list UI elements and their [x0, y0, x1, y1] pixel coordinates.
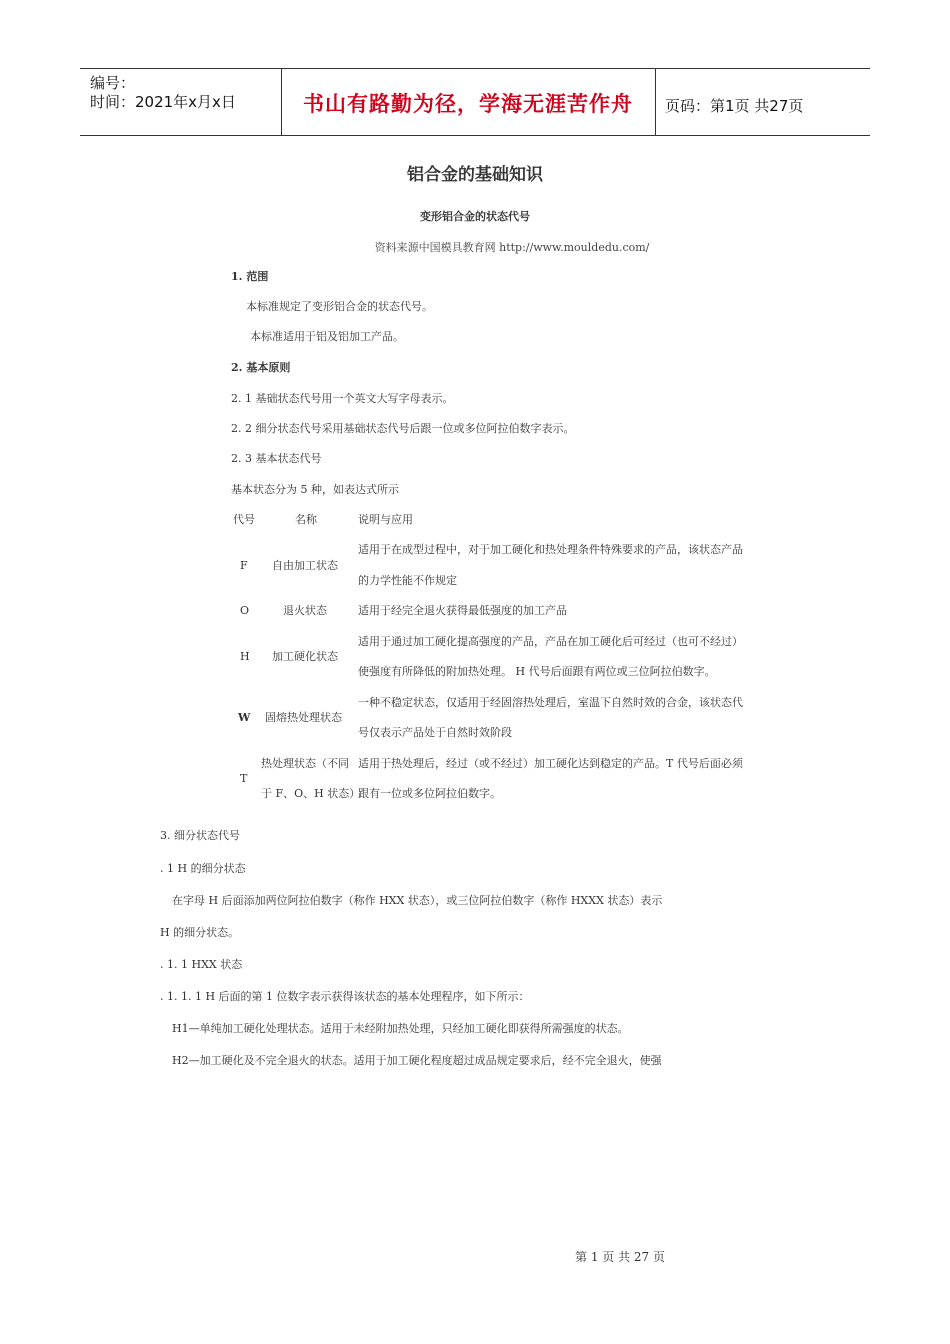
- header-number-label: 编号：: [90, 74, 136, 92]
- section-3-1-paragraph-1: 在字母 H 后面添加两位阿拉伯数字（称作 HXX 状态），或三位阿拉伯数字（称作 HXXX 状态）表示: [172, 894, 663, 907]
- section-2-2: 2. 2 细分状态代号采用基础状态代号后跟一位或多位阿拉伯数字表示。: [231, 422, 575, 435]
- header-slogan: 书山有路勤为径，学海无涯苦作舟: [303, 92, 633, 116]
- document-subtitle: 变形铝合金的状态代号: [420, 210, 530, 223]
- section-2-3-intro: 基本状态分为 5 种，如表达式所示: [231, 483, 399, 496]
- table-row-w-code: W: [238, 711, 251, 724]
- page-footer: 第 1 页 共 27 页: [575, 1250, 665, 1264]
- section-2-3: 2. 3 基本状态代号: [231, 452, 322, 465]
- section-3-1-1-heading: . 1. 1 HXX 状态: [160, 958, 243, 971]
- table-header-desc: 说明与应用: [358, 513, 413, 526]
- table-row-f-desc-1: 适用于在成型过程中，对于加工硬化和热处理条件特殊要求的产品，该状态产品: [358, 543, 743, 556]
- table-row-t-code: T: [240, 772, 248, 785]
- table-row-h-name: 加工硬化状态: [272, 650, 338, 663]
- document-title: 铝合金的基础知识: [407, 165, 543, 185]
- table-row-w-desc-2: 号仅表示产品处于自然时效阶段: [358, 726, 512, 739]
- section-1-heading: 1. 范围: [231, 270, 269, 283]
- section-3-1-heading: . 1 H 的细分状态: [160, 862, 246, 875]
- section-2-heading: 2. 基本原则: [231, 361, 291, 374]
- table-row-w-desc-1: 一种不稳定状态，仅适用于经固溶热处理后，室温下自然时效的合金，该状态代: [358, 696, 743, 709]
- table-row-t-desc-2: 跟有一位或多位阿拉伯数字。: [358, 787, 501, 800]
- header-time-label: 时间：2021年x月x日: [90, 93, 236, 111]
- table-header-code: 代号: [233, 513, 255, 526]
- section-2-1: 2. 1 基础状态代号用一个英文大写字母表示。: [231, 392, 454, 405]
- table-row-h-code: H: [240, 650, 250, 663]
- table-row-t-name-1: 热处理状态（不同: [261, 757, 349, 770]
- table-row-t-name-2: 于 F、O、H 状态）: [261, 787, 361, 800]
- header-top-rule: [80, 68, 870, 69]
- table-row-o-code: O: [240, 604, 250, 617]
- section-3-heading: 3. 细分状态代号: [160, 829, 240, 842]
- table-row-h-desc-1: 适用于通过加工硬化提高强度的产品，产品在加工硬化后可经过（也可不经过）: [358, 635, 743, 648]
- section-3-1-paragraph-2: H 的细分状态。: [160, 926, 240, 939]
- table-row-f-code: F: [240, 559, 248, 572]
- header-page-info: 页码：第1页 共27页: [665, 97, 804, 115]
- section-3-1-1-1: . 1. 1. 1 H 后面的第 1 位数字表示获得该状态的基本处理程序，如下所示：: [160, 990, 530, 1003]
- section-1-paragraph-2: 本标准适用于铝及铝加工产品。: [250, 330, 404, 343]
- section-1-paragraph-1: 本标准规定了变形铝合金的状态代号。: [246, 300, 433, 313]
- table-header-name: 名称: [295, 513, 317, 526]
- header-divider-right: [655, 68, 656, 136]
- table-row-w-name: 固熔热处理状态: [265, 711, 342, 724]
- table-row-f-name: 自由加工状态: [272, 559, 338, 572]
- document-source: 资料来源中国模具教育网 http://www.mouldedu.com/: [374, 241, 650, 254]
- table-row-o-name: 退火状态: [283, 604, 327, 617]
- table-row-f-desc-2: 的力学性能不作规定: [358, 574, 457, 587]
- table-row-h-desc-2: 使强度有所降低的附加热处理。 H 代号后面跟有两位或三位阿拉伯数字。: [358, 665, 716, 678]
- table-row-o-desc-1: 适用于经完全退火获得最低强度的加工产品: [358, 604, 567, 617]
- header-bottom-rule: [80, 135, 870, 136]
- table-row-t-desc-1: 适用于热处理后，经过（或不经过）加工硬化达到稳定的产品。T 代号后面必须: [358, 757, 743, 770]
- paragraph-h2: H2—加工硬化及不完全退火的状态。适用于加工硬化程度超过成品规定要求后，经不完全退火，使强: [172, 1054, 662, 1067]
- paragraph-h1: H1—单纯加工硬化处理状态。适用于未经附加热处理，只经加工硬化即获得所需强度的状态。: [172, 1022, 629, 1035]
